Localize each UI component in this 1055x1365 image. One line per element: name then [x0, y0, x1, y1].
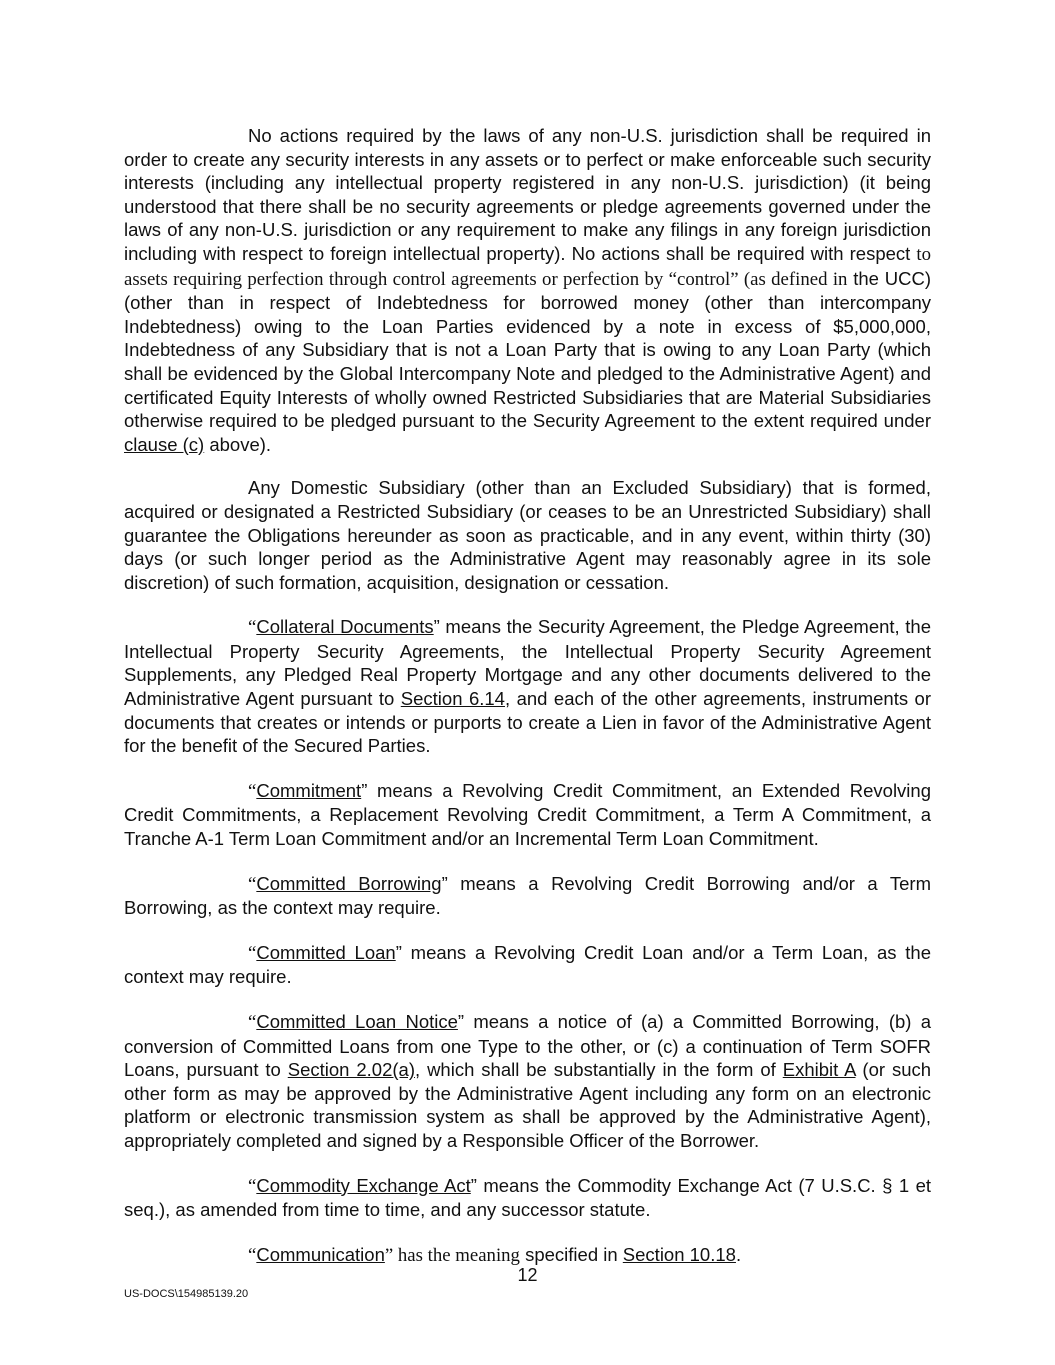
definition-commodity-exchange-act: “Commodity Exchange Act” means the Commodity Exchange Act (7 U.S.C. § 1 et seq.), as amended from time to time, and any successor statute. [124, 1174, 932, 1221]
defined-term: Commitment [256, 779, 362, 801]
definition-committed-loan: “Committed Loan” means a Revolving Credit Loan and/or a Term Loan, as the context may require. [124, 941, 932, 988]
paragraph-non-us-jurisdiction: No actions required by the laws of any non-U.S. jurisdiction shall be required in order to create any security interests in any assets or to perfect or make enforceable such security interests (including any intellectual property registered in any non-U.S. jurisdiction) (it being understood that there shall be no security agreements or pledge agreements governed under the laws of any non-U.S. jurisdiction or any requirement to make any filings in any foreign jurisdiction including with respect to foreign intellectual property). No actions shall be required with respect to assets requiring perfection through control agreements or perfection by “control” (as defined in the UCC) (other than in respect of Indebtedness for borrowed money (other than intercompany Indebtedness) owing to the Loan Parties evidenced by a note in excess of $5,000,000, Indebtedness of any Subsidiary that is not a Loan Party that is owing to any Loan Party (which shall be evidenced by the Global Intercompany Note and pledged to the Administrative Agent) and certificated Equity Interests of wholly owned Restricted Subsidiaries that are Material Subsidiaries otherwise required to be pledged pursuant to the Security Agreement to the extent required under clause (c) above). [124, 125, 931, 455]
defined-term: Committed Loan Notice [256, 1011, 458, 1032]
defined-term: Collateral Documents [256, 616, 434, 638]
defined-term: Committed Borrowing [256, 872, 442, 894]
exhibit-a-reference[interactable]: Exhibit A [782, 1059, 856, 1081]
document-id: US-DOCS\154985139.20 [124, 1288, 249, 1300]
page-number: 12 [517, 1265, 538, 1285]
definition-commitment: “Commitment” means a Revolving Credit Commitment, an Extended Revolving Credit Commitments, a Replacement Revolving Credit Commitment, a Term A Commitment, a Tranche A-1 Term Loan Commitment and/or an Incremental Term Loan Commitment. [124, 779, 931, 850]
definition-committed-borrowing: “Committed Borrowing” means a Revolving Credit Borrowing and/or a Term Borrowing, as the context may require. [124, 872, 931, 919]
section-10-18-reference[interactable]: Section 10.18 [622, 1243, 736, 1265]
section-2-02a-reference[interactable]: Section 2.02(a) [287, 1059, 415, 1081]
defined-term: Commodity Exchange Act [256, 1174, 471, 1196]
defined-term: Committed Loan [256, 941, 396, 963]
clause-c-reference[interactable]: clause (c) [124, 433, 205, 455]
paragraph-domestic-subsidiary: Any Domestic Subsidiary (other than an Excluded Subsidiary) that is formed, acquired or designated a Restricted Subsidiary (or ceases to be an Unrestricted Subsidiary) shall guarantee the Obligations hereunder as soon as practicable, and in any event, within thirty (30) days (or such longer period as the Administrative Agent may reasonably agree in its sole discretion) of such formation, acquisition, designation or cessation. [124, 477, 931, 593]
section-6-14-reference[interactable]: Section 6.14 [400, 688, 505, 710]
definition-committed-loan-notice: “Committed Loan Notice” means a notice of (a) a Committed Borrowing, (b) a conversion of Committed Loans from one Type to the other, or (c) a continuation of Term SOFR Loans, pursuant to Section 2.02(a), which shall be substantially in the form of Exhibit A (or such other form as may be approved by the Administrative Agent including any form on an electronic platform or electronic transmission system as shall be approved by the Administrative Agent), appropriately completed and signed by a Responsible Officer of the Borrower. [124, 1011, 932, 1151]
document-body [124, 124, 931, 1288]
definition-communication: “Communication” has the meaning specified in Section 10.18. [248, 1243, 742, 1266]
definition-collateral-documents: “Collateral Documents” means the Security Agreement, the Pledge Agreement, the Intellectual Property Security Agreements, the Intellectual Property Security Agreement Supplements, any Pledged Real Property Mortgage and any other documents delivered to the Administrative Agent pursuant to Section 6.14, and each of the other agreements, instruments or documents that creates or intends or purports to create a Lien in favor of the Administrative Agent for the benefit of the Secured Parties. [124, 616, 932, 757]
defined-term: Communication [256, 1243, 385, 1265]
